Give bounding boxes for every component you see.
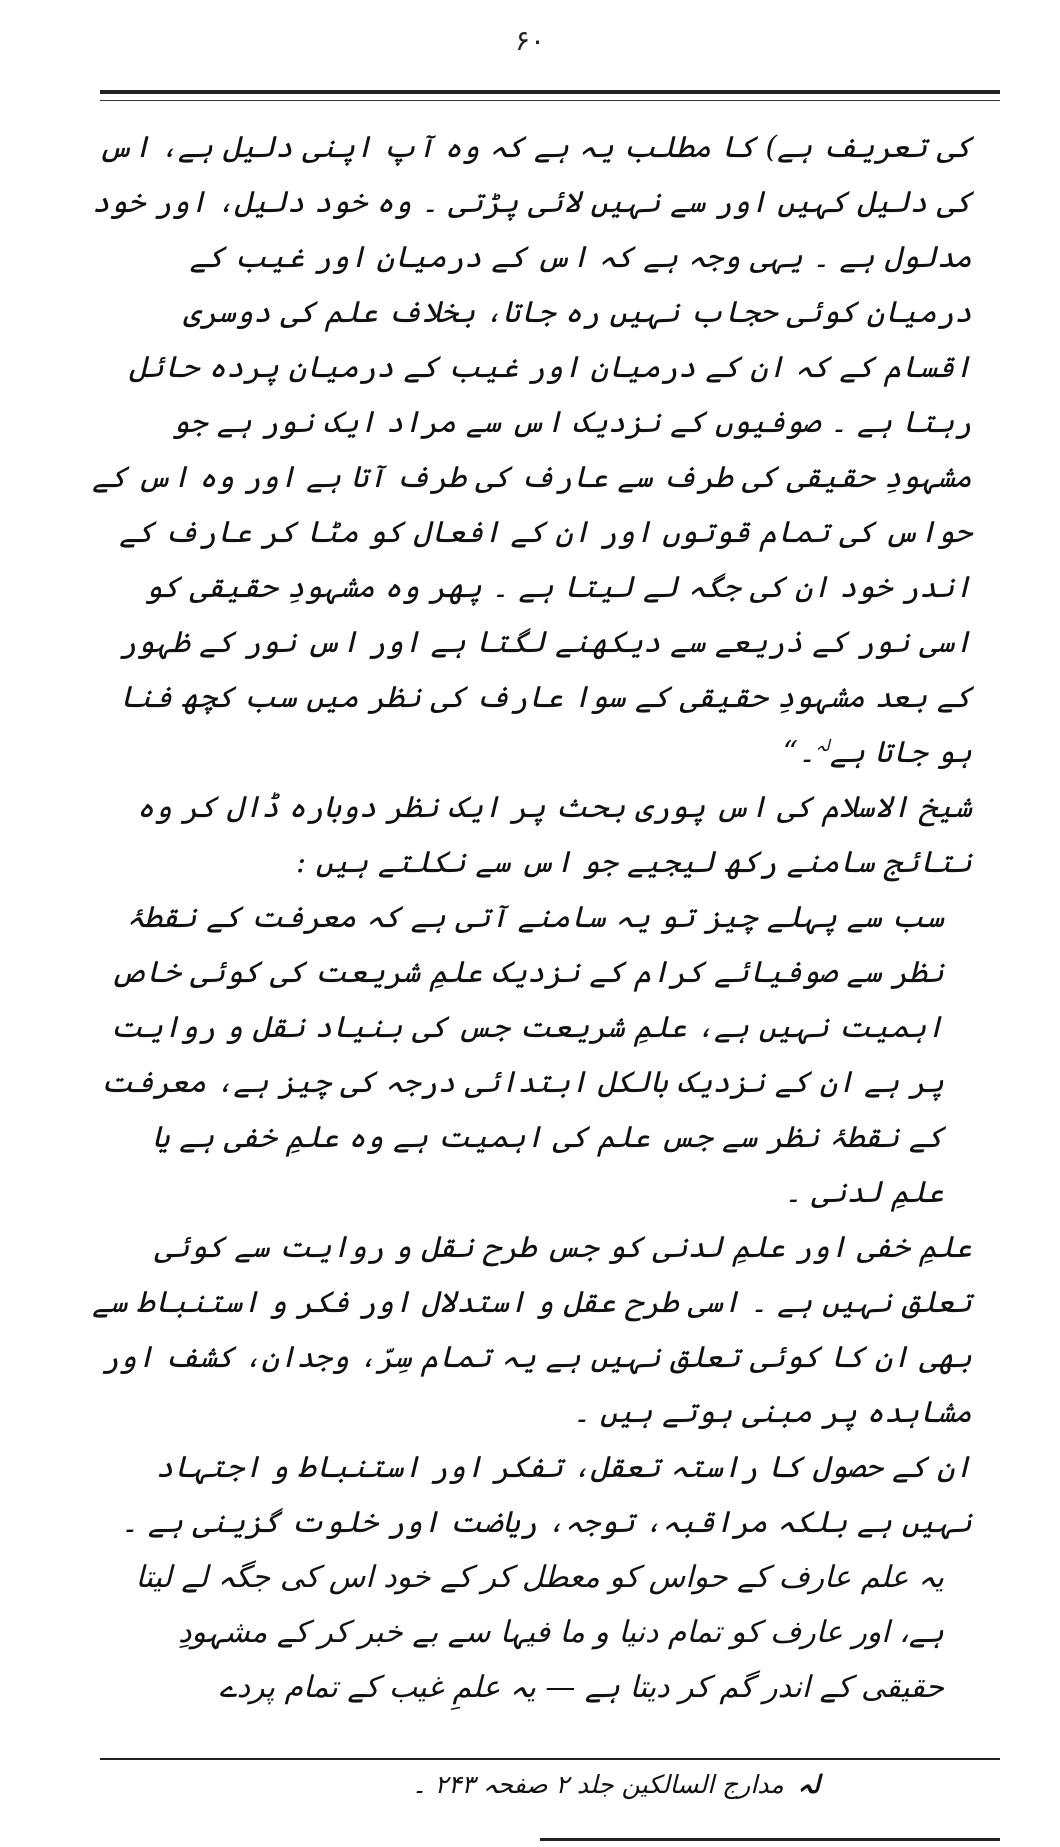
footnote-reference: لہ bbox=[815, 736, 830, 755]
closing-quote: ۔“ bbox=[782, 735, 816, 770]
paragraph: سب سے پہلے چیز تو یہ سامنے آتی ہے کہ معرفت کے نقطۂ نظر سے صوفیائے کرام کے نزدیک علمِ شریعت کی کوئی خاص اہمیت نہیں ہے، علمِ شریعت جس کی بنیاد نقل و روایت پر ہے ان کے نزدیک بالکل ابتدائی درجہ کی چیز ہے، معرفت کے نقطۂ نظر سے جس علم کی اہمیت ہے وہ علمِ خفی ہے یا علمِ لدنی ۔ bbox=[100, 900, 944, 1210]
footnote bbox=[412, 1770, 820, 1799]
footnote-marker: لہ bbox=[797, 1770, 820, 1799]
body-text bbox=[92, 120, 972, 1715]
paragraph: شیخ الاسلام کی اس پوری بحث پر ایک نظر دوبارہ ڈال کر وہ نتائج سامنے رکھ لیجیے جو اس سے نکلتے ہیں : bbox=[136, 790, 972, 880]
page-number: ۶۰ bbox=[514, 24, 546, 57]
paragraph-quote-continuation bbox=[92, 120, 972, 780]
paragraph: ان کے حصول کا راستہ تعقل، تفکر اور استنباط و اجتہاد نہیں ہے بلکہ مراقبہ، توجہ، ریاضت اور خلوت گزینی ہے ۔ bbox=[120, 1450, 972, 1540]
paragraph: یہ علم عارف کے حواس کو معطل کر کے خود اس کی جگہ لے لیتا ہے، اور عارف کو تمام دنیا و ما فیہا سے بے خبر کر کے مشہودِ حقیقی کے اندر گم کر دیتا ہے — یہ علمِ غیب کے تمام پردے bbox=[135, 1560, 944, 1705]
header-rule-thin bbox=[100, 100, 1000, 101]
footnote-rule bbox=[100, 1758, 1000, 1760]
header-rule-thick bbox=[100, 90, 1000, 94]
paragraph: علمِ خفی اور علمِ لدنی کو جس طرح نقل و روایت سے کوئی تعلق نہیں ہے ۔ اسی طرح عقل و استدلال اور فکر و استنباط سے بھی ان کا کوئی تعلق نہیں ہے یہ تمام سِرّ، وجدان، کشف اور مشاہدہ پر مبنی ہوتے ہیں ۔ bbox=[92, 1230, 972, 1430]
paragraph-text: کی تعریف ہے) کا مطلب یہ ہے کہ وہ آپ اپنی دلیل ہے، اس کی دلیل کہیں اور سے نہیں لائی پڑتی ۔ وہ خود دلیل، اور خود مدلول ہے ۔ یہی وجہ ہے کہ اس کے درمیان اور غیب کے درمیان کوئی حجاب نہیں رہ جاتا، بخلاف علم کی دوسری اقسام کے کہ ان کے درمیان اور غیب کے درمیان پردہ حائل رہتا ہے ۔ صوفیوں کے نزدیک اس سے مراد ایک نور ہے جو مشہودِ حقیقی کی طرف سے عارف کی طرف آتا ہے اور وہ اس کے حواس کی تمام قوتوں اور ان کے افعال کو مٹا کر عارف کے اندر خود ان کی جگہ لے لیتا ہے ۔ پھر وہ مشہودِ حقیقی کو اسی نور کے ذریعے سے دیکھنے لگتا ہے اور اس نور کے ظہور کے بعد مشہودِ حقیقی کے سوا عارف کی نظر میں سب کچھ فنا ہو جاتا ہے bbox=[92, 130, 972, 770]
footnote-text: مدارج السالکین جلد ۲ صفحہ ۲۴۳ ۔ bbox=[412, 1770, 784, 1799]
bottom-rule bbox=[540, 1838, 1000, 1841]
